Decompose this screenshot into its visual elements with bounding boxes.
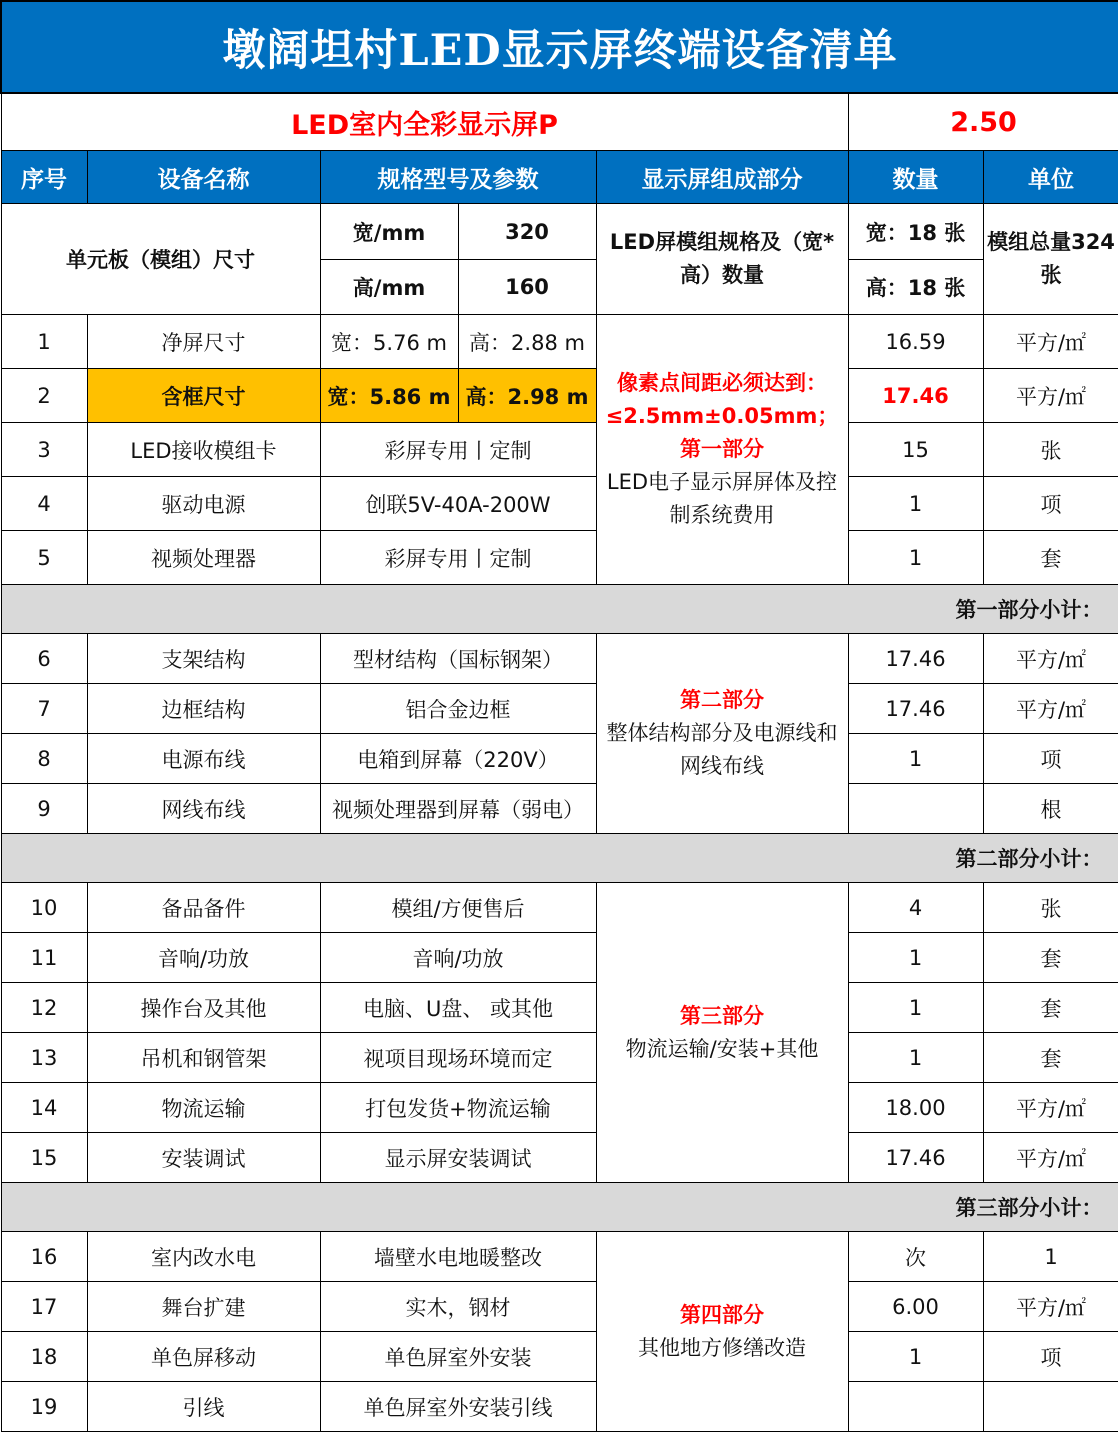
row-no: 12 <box>1 983 87 1033</box>
row-name: 边框结构 <box>87 684 320 734</box>
part3-subtotal: 第三部分小计： <box>1 1183 1118 1232</box>
header-no: 序号 <box>1 151 87 204</box>
row-spec: 创联5V-40A-200W <box>320 477 596 531</box>
header-name: 设备名称 <box>87 151 320 204</box>
part1-description <box>596 315 848 585</box>
row-no: 17 <box>1 1282 87 1332</box>
row-qty: 1 <box>848 983 983 1033</box>
part4-description <box>596 1232 848 1432</box>
row-unit: 套 <box>983 933 1118 983</box>
row-spec: 墙壁水电地暖整改 <box>320 1232 596 1282</box>
module-width-label: 宽/mm <box>320 204 458 260</box>
row-unit: 1 <box>983 1232 1118 1282</box>
row-qty <box>848 1382 983 1432</box>
row-qty: 17.46 <box>848 684 983 734</box>
row-spec-height: 高：2.88 m <box>458 315 596 369</box>
row-qty: 次 <box>848 1232 983 1282</box>
row-qty: 17.46 <box>848 1133 983 1183</box>
row-unit: 平方/㎡ <box>983 684 1118 734</box>
row-qty: 17.46 <box>848 634 983 684</box>
part2-title: 第二部分 <box>680 688 764 712</box>
row-no: 8 <box>1 734 87 784</box>
row-spec: 铝合金边框 <box>320 684 596 734</box>
row-no: 3 <box>1 423 87 477</box>
row-unit: 张 <box>983 423 1118 477</box>
row-name: 电源布线 <box>87 734 320 784</box>
row-spec: 单色屏室外安装 <box>320 1332 596 1382</box>
header-unit: 单位 <box>983 151 1118 204</box>
row-qty: 1 <box>848 477 983 531</box>
row-unit: 根 <box>983 784 1118 834</box>
row-qty: 1 <box>848 933 983 983</box>
table-row <box>1 531 1118 585</box>
row-qty: 1 <box>848 1332 983 1382</box>
row-qty: 17.46 <box>848 369 983 423</box>
row-spec: 视项目现场环境而定 <box>320 1033 596 1083</box>
part3-title: 第三部分 <box>680 1003 764 1028</box>
row-no: 18 <box>1 1332 87 1382</box>
table-row <box>1 423 1118 477</box>
table-row <box>1 1133 1118 1183</box>
row-name: LED接收模组卡 <box>87 423 320 477</box>
row-qty: 6.00 <box>848 1282 983 1332</box>
table-row <box>1 1382 1118 1432</box>
row-no: 19 <box>1 1382 87 1432</box>
row-spec: 电箱到屏幕（220V） <box>320 734 596 784</box>
row-name: 音响/功放 <box>87 933 320 983</box>
row-name: 引线 <box>87 1382 320 1432</box>
row-no: 5 <box>1 531 87 585</box>
module-size-label: 单元板（模组）尺寸 <box>1 204 320 315</box>
part4-title: 第四部分 <box>680 1302 764 1327</box>
row-name: 备品备件 <box>87 883 320 933</box>
row-spec: 实木，钢材 <box>320 1282 596 1332</box>
row-unit: 套 <box>983 983 1118 1033</box>
table-row <box>1 883 1118 933</box>
row-no: 1 <box>1 315 87 369</box>
row-unit <box>983 1382 1118 1432</box>
table-row <box>1 933 1118 983</box>
table-row <box>1 1332 1118 1382</box>
header-part: 显示屏组成部分 <box>596 151 848 204</box>
row-name: 净屏尺寸 <box>87 315 320 369</box>
row-qty: 1 <box>848 1033 983 1083</box>
part2-subtotal: 第二部分小计： <box>1 834 1118 883</box>
row-unit: 平方/㎡ <box>983 1282 1118 1332</box>
row-no: 16 <box>1 1232 87 1282</box>
row-spec: 显示屏安装调试 <box>320 1133 596 1183</box>
table-row-highlighted <box>1 369 1118 423</box>
part1-desc: LED电子显示屏屏体及控制系统费用 <box>606 470 838 527</box>
row-spec: 打包发货+物流运输 <box>320 1083 596 1133</box>
row-spec: 彩屏专用丨定制 <box>320 531 596 585</box>
part3-desc: 物流运输/安装+其他 <box>625 1036 819 1061</box>
header-qty: 数量 <box>848 151 983 204</box>
row-name: 舞台扩建 <box>87 1282 320 1332</box>
row-spec-height: 高：2.98 m <box>458 369 596 423</box>
row-unit: 套 <box>983 1033 1118 1083</box>
row-no: 6 <box>1 634 87 684</box>
table-row <box>1 634 1118 684</box>
table-row <box>1 1232 1118 1282</box>
row-unit: 平方/㎡ <box>983 1083 1118 1133</box>
table-row <box>1 983 1118 1033</box>
pixel-pitch-requirement: 像素点间距必须达到：≤2.5mm±0.05mm； <box>605 371 839 428</box>
part2-desc: 整体结构部分及电源线和网线布线 <box>606 721 838 778</box>
table-row <box>1 1033 1118 1083</box>
row-spec: 视频处理器到屏幕（弱电） <box>320 784 596 834</box>
pixel-pitch-value: 2.50 <box>848 93 1118 151</box>
row-unit: 平方/㎡ <box>983 369 1118 423</box>
table-row <box>1 684 1118 734</box>
part4-desc: 其他地方修缮改造 <box>638 1335 806 1360</box>
row-spec: 单色屏室外安装引线 <box>320 1382 596 1432</box>
row-qty <box>848 784 983 834</box>
row-qty: 1 <box>848 734 983 784</box>
row-unit: 项 <box>983 1332 1118 1382</box>
table-row <box>1 477 1118 531</box>
row-spec: 彩屏专用丨定制 <box>320 423 596 477</box>
row-unit: 张 <box>983 883 1118 933</box>
page-title: 墩阔坦村LED显示屏终端设备清单 <box>1 1 1118 93</box>
row-name: 操作台及其他 <box>87 983 320 1033</box>
screen-type-label: LED室内全彩显示屏P <box>1 93 848 151</box>
table-row <box>1 734 1118 784</box>
row-unit: 平方/㎡ <box>983 634 1118 684</box>
row-no: 9 <box>1 784 87 834</box>
row-spec-width: 宽：5.76 m <box>320 315 458 369</box>
row-qty: 15 <box>848 423 983 477</box>
row-unit: 平方/㎡ <box>983 315 1118 369</box>
row-spec-width: 宽：5.86 m <box>320 369 458 423</box>
row-unit: 套 <box>983 531 1118 585</box>
table-row <box>1 1282 1118 1332</box>
row-no: 11 <box>1 933 87 983</box>
module-qty-height: 高：18 张 <box>848 260 983 315</box>
row-spec: 模组/方便售后 <box>320 883 596 933</box>
row-no: 15 <box>1 1133 87 1183</box>
row-name: 物流运输 <box>87 1083 320 1133</box>
row-name: 驱动电源 <box>87 477 320 531</box>
table-row <box>1 315 1118 369</box>
row-no: 10 <box>1 883 87 933</box>
row-name: 网线布线 <box>87 784 320 834</box>
module-spec-label: LED屏模组规格及（宽*高）数量 <box>596 204 848 315</box>
row-unit: 项 <box>983 734 1118 784</box>
row-no: 2 <box>1 369 87 423</box>
header-row <box>1 151 1118 204</box>
row-name: 安装调试 <box>87 1133 320 1183</box>
module-height-value: 160 <box>458 260 596 315</box>
module-height-label: 高/mm <box>320 260 458 315</box>
row-name: 吊机和钢管架 <box>87 1033 320 1083</box>
part2-description <box>596 634 848 834</box>
table-row <box>1 1083 1118 1133</box>
part1-title: 第一部分 <box>680 437 764 461</box>
module-total: 模组总量324张 <box>983 204 1118 315</box>
row-spec: 型材结构（国标钢架） <box>320 634 596 684</box>
row-name: 室内改水电 <box>87 1232 320 1282</box>
row-spec: 音响/功放 <box>320 933 596 983</box>
row-qty: 4 <box>848 883 983 933</box>
table-row <box>1 784 1118 834</box>
row-qty: 1 <box>848 531 983 585</box>
row-name: 视频处理器 <box>87 531 320 585</box>
row-name: 含框尺寸 <box>87 369 320 423</box>
part3-description <box>596 883 848 1183</box>
part1-subtotal: 第一部分小计： <box>1 585 1118 634</box>
row-no: 4 <box>1 477 87 531</box>
row-qty: 16.59 <box>848 315 983 369</box>
row-unit: 平方/㎡ <box>983 1133 1118 1183</box>
module-qty-width: 宽：18 张 <box>848 204 983 260</box>
row-qty: 18.00 <box>848 1083 983 1133</box>
row-name: 单色屏移动 <box>87 1332 320 1382</box>
module-width-value: 320 <box>458 204 596 260</box>
row-name: 支架结构 <box>87 634 320 684</box>
row-no: 7 <box>1 684 87 734</box>
row-spec: 电脑、U盘、 或其他 <box>320 983 596 1033</box>
row-unit: 项 <box>983 477 1118 531</box>
row-no: 14 <box>1 1083 87 1133</box>
row-no: 13 <box>1 1033 87 1083</box>
header-spec: 规格型号及参数 <box>320 151 596 204</box>
